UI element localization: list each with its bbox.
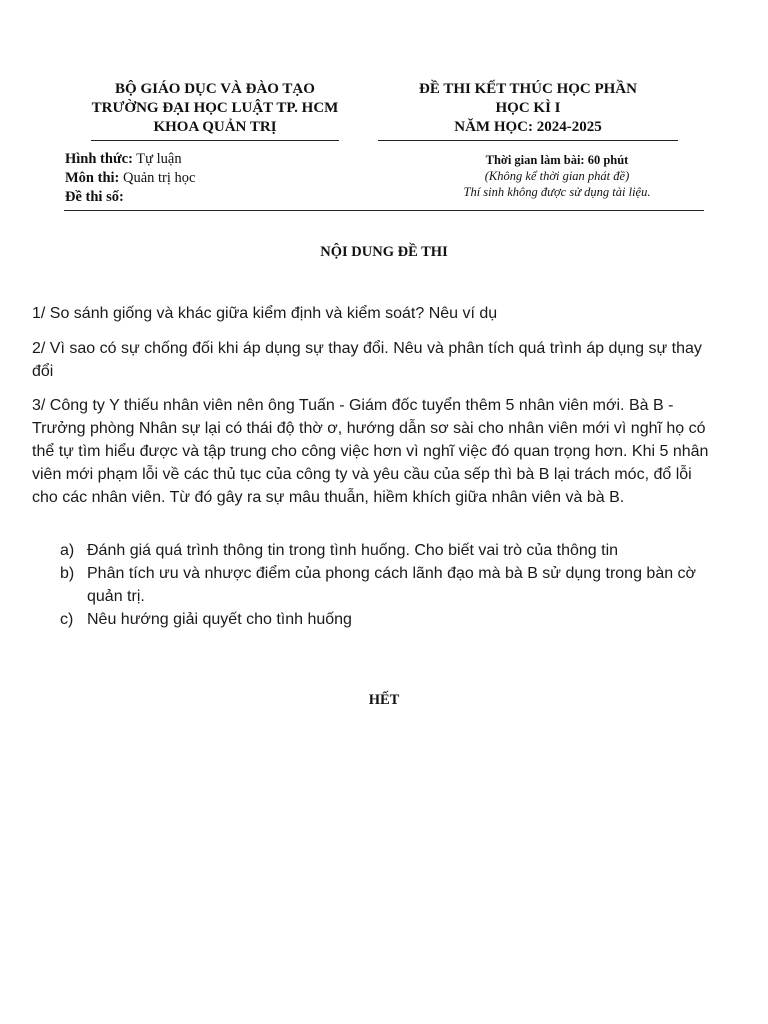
- sub-question-b: [60, 562, 710, 608]
- time-limit: Thời gian làm bài: 60 phút: [485, 153, 629, 167]
- exam-number-label: Đề thi số:: [65, 189, 124, 205]
- sub-question-marker: c): [60, 611, 74, 628]
- subject-row: [65, 169, 195, 188]
- question-3: 3/ Công ty Y thiếu nhân viên nên ông Tuấn - Giám đốc tuyển thêm 5 nhân viên mới. Bà B - Trưởng phòng Nhân sự lại có thái độ thờ ơ, hướng dẫn sơ sài cho nhân viên mới vì nghĩ họ có thể tự tìm hiểu được và tập trung cho công việc hơn vì nghĩ việc đó quan trọng hơn. Khi 5 nhân viên mới phạm lỗi về các thủ tục của công ty và yêu cầu của sếp thì bà B lại trách móc, đổ lỗi cho các nhân viên. Từ đó gây ra sự mâu thuẫn, hiềm khích giữa nhân viên và bà B.: [32, 397, 709, 506]
- exam-form-label: Hình thức:: [65, 151, 133, 167]
- exam-form-value: Tự luận: [132, 151, 182, 167]
- subject-label: Môn thi:: [65, 170, 120, 186]
- sub-questions: [60, 539, 710, 631]
- sub-question-text: Đánh giá quá trình thông tin trong tình huống. Cho biết vai trò của thông tin: [87, 542, 619, 559]
- end-mark: HẾT: [368, 692, 400, 708]
- header-right-divider: [378, 140, 678, 141]
- subject-value: Quản trị học: [119, 170, 196, 186]
- sub-question-c: [60, 608, 710, 631]
- school-year: NĂM HỌC: 2024-2025: [454, 119, 602, 135]
- sub-question-text: Phân tích ưu và nhược điểm của phong cách lãnh đạo mà bà B sử dụng trong bàn cờ quản trị.: [87, 565, 697, 605]
- sub-question-marker: b): [60, 565, 75, 582]
- question-2: 2/ Vì sao có sự chống đối khi áp dụng sự thay đổi. Nêu và phân tích quá trình áp dụng sự thay đổi: [32, 340, 702, 380]
- materials-note: Thí sinh không được sử dụng tài liệu.: [463, 185, 651, 199]
- exam-rules: [432, 152, 682, 200]
- info-divider: [64, 210, 704, 211]
- exam-title: ĐỀ THI KẾT THÚC HỌC PHẦN: [419, 81, 637, 97]
- exam-info: [65, 150, 195, 207]
- sub-question-a: [60, 539, 710, 562]
- question-1: 1/ So sánh giống và khác giữa kiểm định và kiểm soát? Nêu ví dụ: [32, 305, 498, 322]
- ministry-name: BỘ GIÁO DỤC VÀ ĐÀO TẠO: [115, 81, 315, 97]
- semester: HỌC KÌ I: [495, 100, 561, 116]
- section-title: NỘI DUNG ĐỀ THI: [320, 244, 448, 260]
- institution-header: [60, 80, 370, 141]
- exam-number-row: [65, 188, 195, 207]
- sub-question-text: Nêu hướng giải quyết cho tình huống: [87, 611, 352, 628]
- header-left-divider: [91, 140, 339, 141]
- sub-question-marker: a): [60, 542, 75, 559]
- exam-header: [378, 80, 678, 141]
- faculty-name: KHOA QUẢN TRỊ: [153, 119, 277, 135]
- exam-form-row: [65, 150, 195, 169]
- time-note: (Không kể thời gian phát đề): [484, 169, 630, 183]
- university-name: TRƯỜNG ĐẠI HỌC LUẬT TP. HCM: [91, 100, 339, 116]
